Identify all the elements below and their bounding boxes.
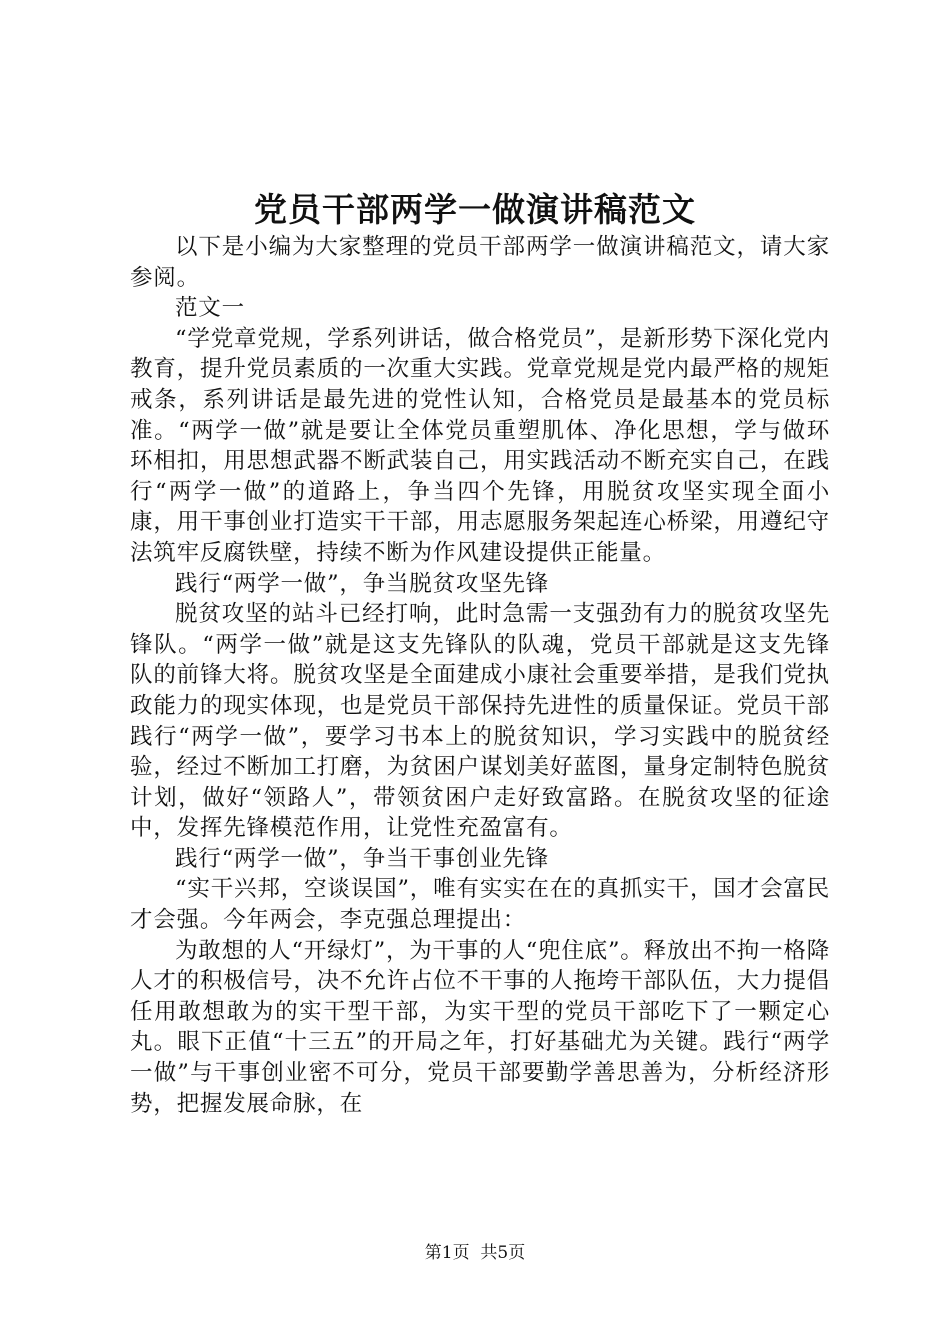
intro-paragraph: 以下是小编为大家整理的党员干部两学一做演讲稿范文，请大家参阅。	[130, 234, 830, 291]
section-heading-sample-one: 范文一	[175, 295, 245, 322]
footer-spacer	[470, 1243, 481, 1263]
section-heading-entrepreneurship: 践行“两学一做”，争当干事创业先锋	[175, 845, 550, 872]
body-paragraph: 脱贫攻坚的站斗已经打响，此时急需一支强劲有力的脱贫攻坚先锋队。“两学一做”就是这支先锋队的队魂，党员干部就是这支先锋队的前锋大将。脱贫攻坚是全面建成小康社会重要举措，是我们党执政能力的现实体现，也是党员干部保持先进性的质量保证。党员干部践行“两学一做”，要学习书本上的脱贫知识，学习实践中的脱贫经验，经过不断加工打磨，为贫困户谋划美好蓝图，量身定制特色脱贫计划，做好“领路人”，带领贫困户走好致富路。在脱贫攻坚的征途中，发挥先锋模范作用，让党性充盈富有。	[130, 601, 830, 842]
body-paragraph: “学党章党规，学系列讲话，做合格党员”，是新形势下深化党内教育，提升党员素质的一次重大实践。党章党规是党内最严格的规矩戒条，系列讲话是最先进的党性认知，合格党员是最基本的党员标准。“两学一做”就是要让全体党员重塑肌体、净化思想，学与做环环相扣，用思想武器不断武装自己，用实践活动不断充实自己，在践行“两学一做”的道路上，争当四个先锋，用脱贫攻坚实现全面小康，用干事创业打造实干干部，用志愿服务架起连心桥梁，用遵纪守法筑牢反腐铁壁，持续不断为作风建设提供正能量。	[130, 325, 830, 566]
body-paragraph: “实干兴邦，空谈误国”，唯有实实在在的真抓实干，国才会富民才会强。今年两会，李克强总理提出：	[130, 876, 830, 934]
section-heading-poverty: 践行“两学一做”，争当脱贫攻坚先锋	[175, 570, 550, 597]
document-body	[130, 232, 830, 1119]
page-number: 第1页	[424, 1243, 470, 1263]
page-footer	[0, 1241, 950, 1265]
page-total: 共5页	[480, 1243, 526, 1263]
body-paragraph: 为敢想的人“开绿灯”，为干事的人“兜住底”。释放出不拘一格降人才的积极信号，决不允许占位不干事的人拖垮干部队伍，大力提倡任用敢想敢为的实干型干部，为实干型的党员干部吃下了一颗定心丸。眼下正值“十三五”的开局之年，打好基础尤为关键。践行“两学一做”与干事创业密不可分，党员干部要勤学善思善为，分析经济形势，把握发展命脉，在	[130, 937, 831, 1117]
document-title: 党员干部两学一做演讲稿范文	[254, 190, 696, 229]
